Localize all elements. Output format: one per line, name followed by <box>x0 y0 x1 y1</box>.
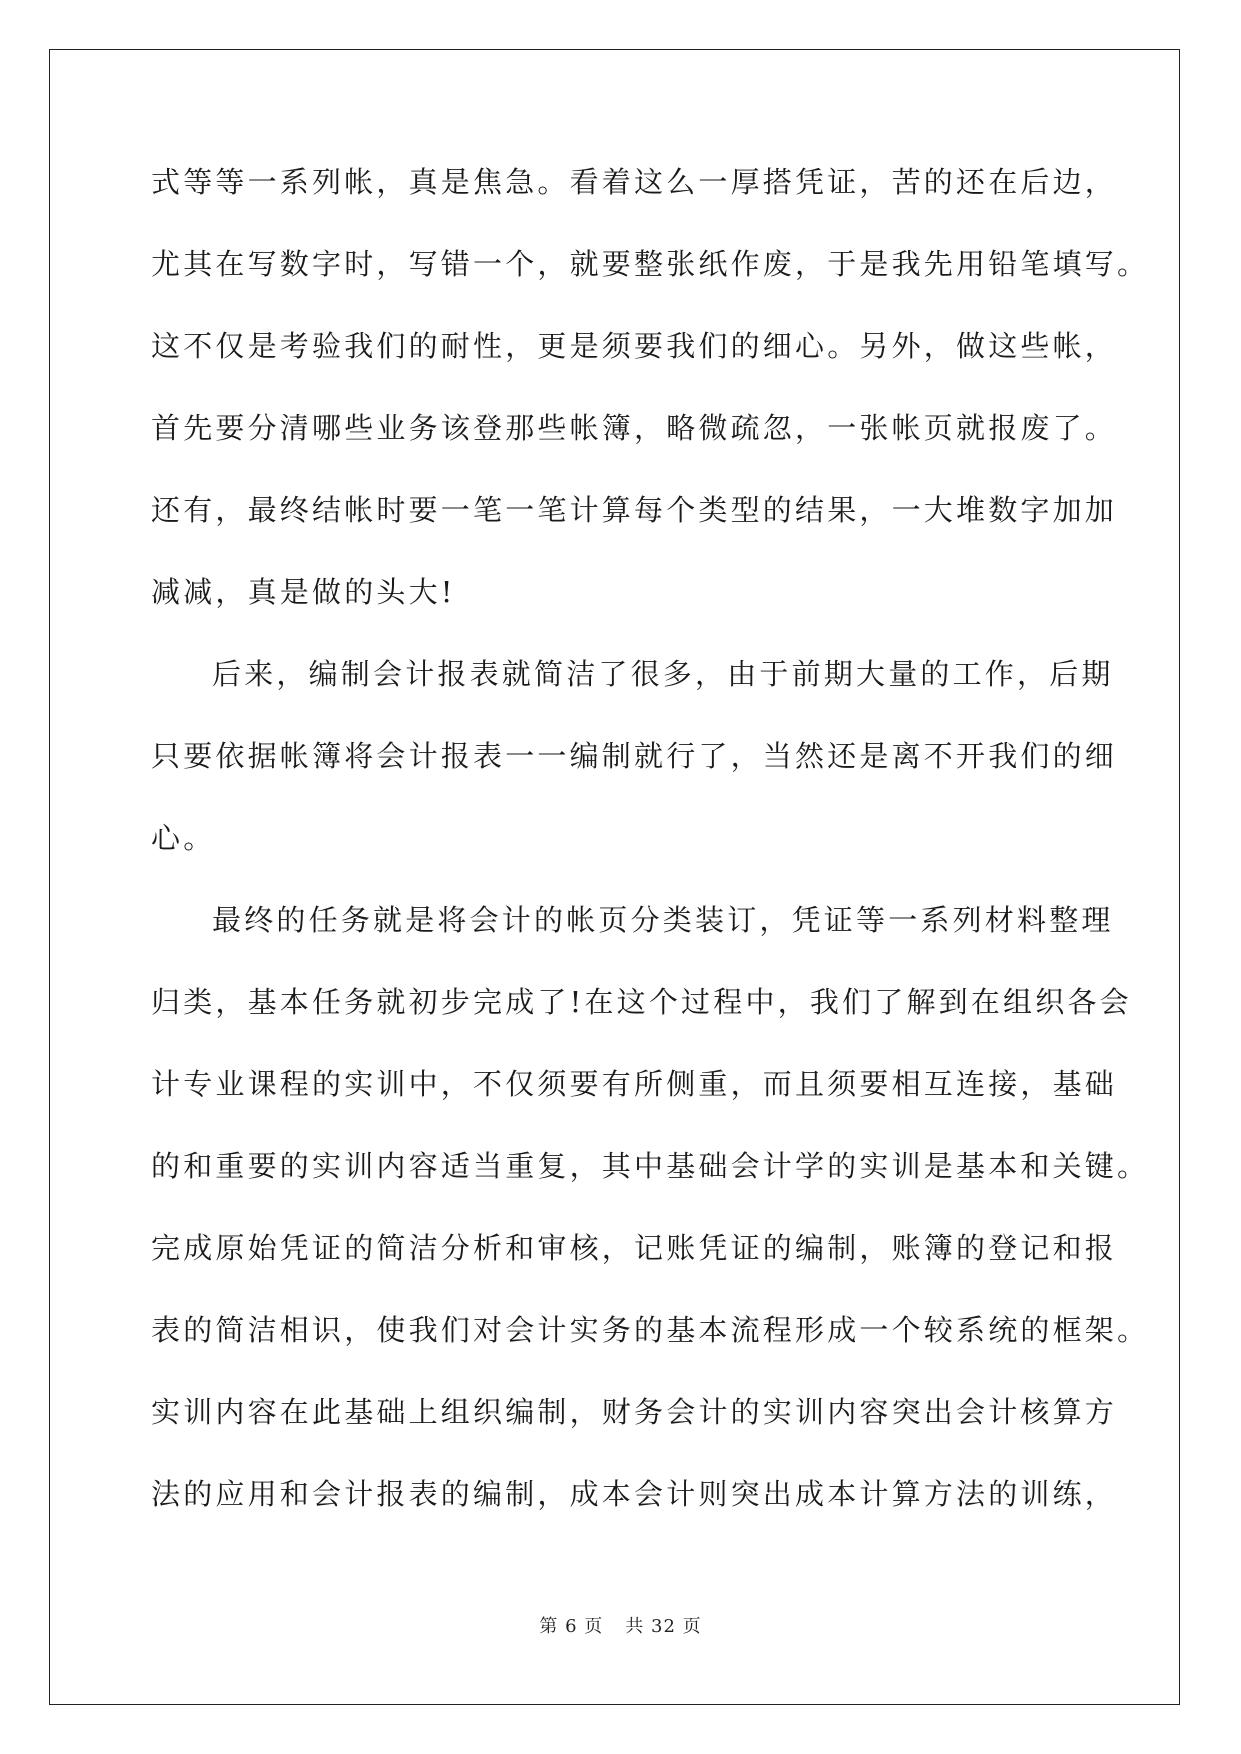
paragraph-line: 还有，最终结帐时要一笔一笔计算每个类型的结果，一大堆数字加加 <box>151 493 1118 527</box>
paragraph-line: 后来，编制会计报表就简洁了很多，由于前期大量的工作，后期 <box>212 657 1114 691</box>
page-number: 第 6 页 <box>539 1616 604 1637</box>
paragraph-line: 减减，真是做的头大! <box>151 575 456 609</box>
paragraph-line: 首先要分清哪些业务该登那些帐簿，略微疏忽，一张帐页就报废了。 <box>151 411 1118 445</box>
paragraph-line: 归类，基本任务就初步完成了!在这个过程中，我们了解到在组织各会 <box>151 985 1132 1019</box>
paragraph-line: 这不仅是考验我们的耐性，更是须要我们的细心。另外，做这些帐， <box>151 329 1118 363</box>
page-footer <box>0 1612 1241 1638</box>
paragraph-line: 最终的任务就是将会计的帐页分类装订，凭证等一系列材料整理 <box>212 903 1114 937</box>
paragraph-line: 法的应用和会计报表的编制，成本会计则突出成本计算方法的训练， <box>151 1477 1118 1511</box>
paragraph-line: 式等等一系列帐，真是焦急。看着这么一厚搭凭证，苦的还在后边， <box>151 165 1118 199</box>
paragraph-line: 心。 <box>151 821 216 855</box>
paragraph-line: 只要依据帐簿将会计报表一一编制就行了，当然还是离不开我们的细 <box>151 739 1118 773</box>
paragraph-line: 的和重要的实训内容适当重复，其中基础会计学的实训是基本和关键。 <box>151 1149 1150 1183</box>
paragraph-line: 计专业课程的实训中，不仅须要有所侧重，而且须要相互连接，基础 <box>151 1067 1118 1101</box>
paragraph-line: 表的简洁相识，使我们对会计实务的基本流程形成一个较系统的框架。 <box>151 1313 1150 1347</box>
paragraph-line: 尤其在写数字时，写错一个，就要整张纸作废，于是我先用铅笔填写。 <box>151 247 1150 281</box>
paragraph-line: 完成原始凭证的简洁分析和审核，记账凭证的编制，账簿的登记和报 <box>151 1231 1118 1265</box>
page-total: 共 32 页 <box>625 1616 702 1637</box>
paragraph-line: 实训内容在此基础上组织编制，财务会计的实训内容突出会计核算方 <box>151 1395 1118 1429</box>
body-text <box>151 162 1150 1556</box>
